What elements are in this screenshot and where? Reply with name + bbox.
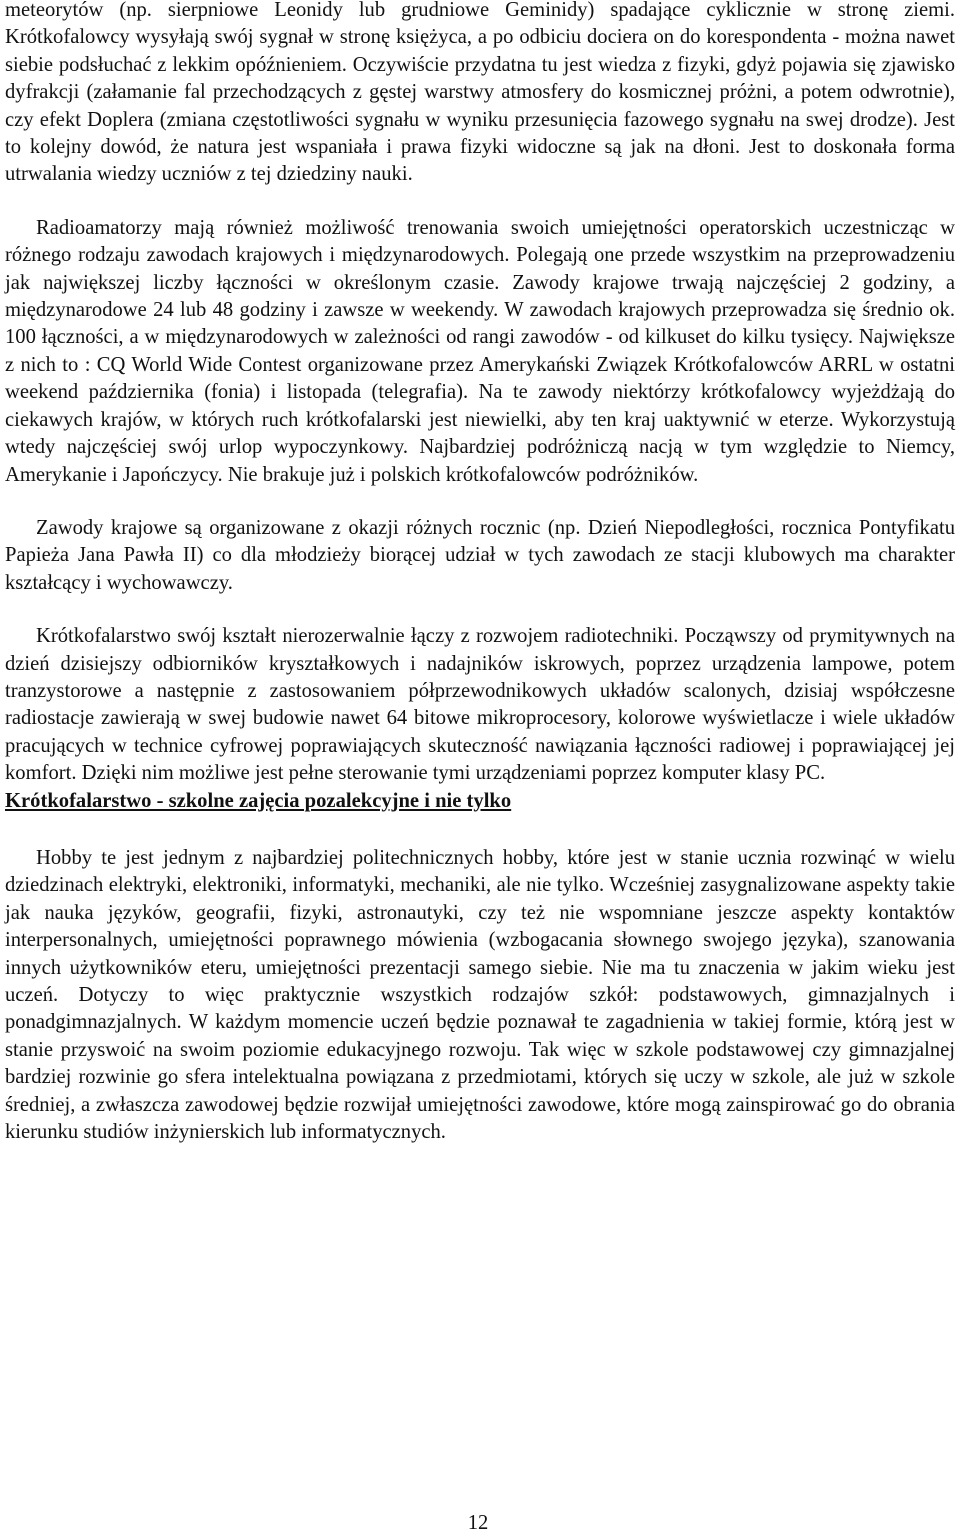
paragraph-hobby-education: Hobby te jest jednym z najbardziej politechnicznych hobby, które jest w stanie ucznia rozwinąć w wielu dziedzinach elektryki, elektroniki, informatyki, mechaniki, ale nie tylko. Wcześniej zasygnalizowane aspekty takie jak nauka języków, geografii, fizyki, astronautyki, czy też nie wspomniane jeszcze aspekty kontaktów interpersonalnych, umiejętności poprawnego mówienia (wzbogacania słownego swojego języka), szanowania innych użytkowników eteru, umiejętności prezentacji samego siebie. Nie ma tu znaczenia w jakim wieku jest uczeń. Dotyczy to więc praktycznie wszystkich rodzajów szkół: podstawowych, gimnazjalnych i ponadgimnazjalnych. W każdym momencie uczeń będzie poznawał te zagadnienia w takiej formie, którą jest w stanie przyswoić na swoim poziomie edukacyjnego rozwoju. Tak więc w szkole podstawowej czy gimnazjalnej bardziej rozwinie go sfera intelektualna powiązana z przedmiotami, których się uczy w szkole, ale już w szkole średniej, a zwłaszcza zawodowej będzie rozwijał umiejętności zawodowe, które mogą zainspirować go do obrania kierunku studiów inżynierskich lub informatycznych. bbox=[5, 846, 955, 1144]
section-heading: Krótkofalarstwo - szkolne zajęcia pozalekcyjne i nie tylko bbox=[5, 789, 512, 812]
paragraph-contests: Radioamatorzy mają również możliwość trenowania swoich umiejętności operatorskich uczestnicząc w różnego rodzaju zawodach krajowych i międzynarodowych. Polegają one przede wszystkim na przeprowadzeniu jak największej liczby łączności w określonym czasie. Zawody krajowe trwają najczęściej 2 godziny, a międzynarodowe 24 lub 48 godziny i zawsze w weekendy. W zawodach krajowych przeprowadza się średnio ok. 100 łączności, a w międzynarodowych w zależności od rangi zawodów - od kilkuset do kilku tysięcy. Największe z nich to : CQ World Wide Contest organizowane przez Amerykański Związek Krótkofalowców ARRL w ostatni weekend października (fonia) i listopada (telegrafia). Na te zawody niektórzy krótkofalowcy wyjeżdżają do ciekawych krajów, w których ruch krótkofalarski jest niewielki, aby ten kraj uaktywnić w eterze. Wykorzystują wtedy najczęściej swój urlop wypoczynkowy. Najbardziej podróżniczą nacją w tym względzie to Niemcy, Amerykanie i Japończycy. Nie brakuje już i polskich krótkofalowców podróżników. bbox=[5, 216, 955, 486]
paragraph-national-contests: Zawody krajowe są organizowane z okazji różnych rocznic (np. Dzień Niepodległości, rocznica Pontyfikatu Papieża Jana Pawła II) co dla młodzieży biorącej udział w tych zawodach ze stacji klubowych ma charakter kształcący i wychowawczy. bbox=[5, 516, 955, 594]
paragraph-radio-technology: Krótkofalarstwo swój kształt nierozerwalnie łączy z rozwojem radiotechniki. Począwszy od prymitywnych na dzień dzisiejszy odbiorników kryształkowych i nadajników iskrowych, poprzez urządzenia lampowe, potem tranzystorowe a następnie z zastosowaniem półprzewodnikowych układów scalonych, dzisiaj współczesne radiostacje zawierają w swej budowie nawet 64 bitowe mikroprocesory, kolorowe wyświetlacze i wiele układów pracujących w technice cyfrowej poprawiających skuteczność nawiązania łączności radiowej i poprawiającej jej komfort. Dzięki nim możliwe jest pełne sterowanie tymi urządzeniami poprzez komputer klasy PC. bbox=[5, 625, 955, 785]
paragraph-meteors-moon: meteorytów (np. sierpniowe Leonidy lub grudniowe Geminidy) spadające cyklicznie w stronę ziemi. Krótkofalowcy wysyłają swój sygnał w stronę księżyca, a po odbiciu dociera on do korespondenta - można nawet siebie podsłuchać z lekkim opóźnieniem. Oczywiście przydatna tu jest wiedza z fizyki, gdyż pojawia się zjawisko dyfrakcji (załamanie fal przechodzących z gęstej warstwy atmosfery do kosmicznej próżni, a potem odwrotnie), czy efekt Doplera (zmiana częstotliwości sygnału w wyniku przesunięcia fazowego sygnału na swej drodze). Jest to kolejny dowód, że natura jest wspaniała i prawa fizyki widoczne są jak na dłoni. Jest to doskonała forma utrwalania wiedzy uczniów z tej dziedziny nauki. bbox=[5, 0, 955, 186]
page-number: 12 bbox=[467, 1512, 489, 1534]
document-page bbox=[5, 0, 955, 1146]
